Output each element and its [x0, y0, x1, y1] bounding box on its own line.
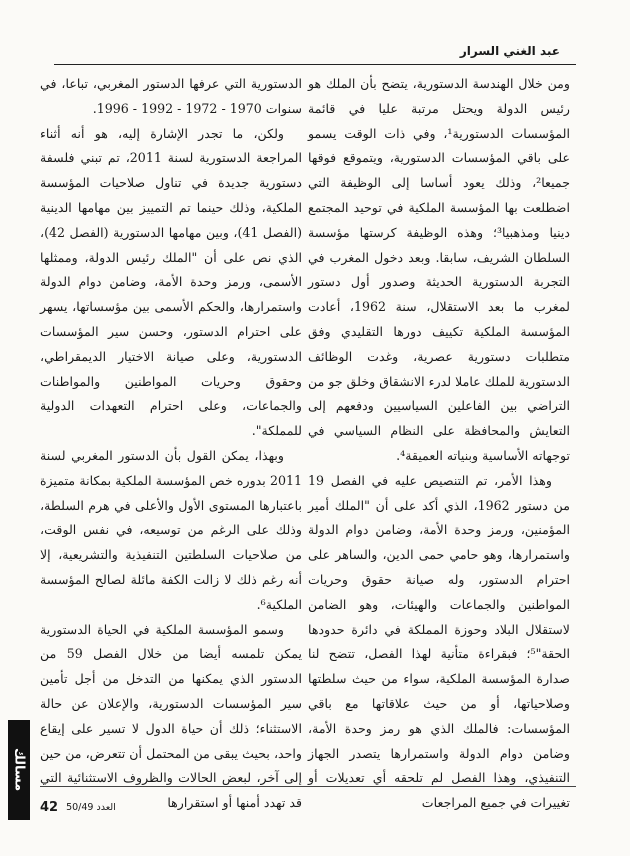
header-rule: [54, 64, 576, 65]
paragraph: وهذا الأمر، تم التنصيص عليه في الفصل 19 من دستور 1962، الذي أكد على أن "الملك أمير المؤمنين، ورمز وحدة الأمة، وضامن دوام الدولة واستمرارها، وهو حامي حمى الدين، والساهر على احترام الدستور، وله صيانة حقوق وحريات المواطنين والجماعات والهيئات، وهو الضامن لاستقلال البلاد وحوزة المملكة في دائرة حدودها الحقة"⁵؛ فبقراءة متأنية لهذا الفصل، تتضح لنا صدارة المؤسسة الملكية، سواء من حيث سلطتها وصلاحياتها، أو من حيث علاقاتها مع باقي المؤسسات: فالملك الذي هو رمز وحدة الأمة، وضامن دوام الدولة واستمرارها يتصدر الجهاز التنفيذي، وهذا الفصل لم تلحقه أي تعديلات أو تغييرات في جميع المراجعات: [308, 472, 570, 811]
paragraph: ومن خلال الهندسة الدستورية، يتضح بأن الملك هو رئيس الدولة ويحتل مرتبة عليا في قائمة المؤسسات الدستورية¹، وفي ذات الوقت يسمو على باقي المؤسسات الدستورية، ويتموقع فوقها جميعا²، وذلك يعود أساسا إلى الوظيفة التي اضطلعت بها المؤسسة الملكية في توحيد المجتمع دينيا ومذهبيا³؛ وهذه الوظيفة كرستها مؤسسة السلطان الشريف، سابقا. وبعد دخول المغرب في التجربة الدستورية الحديثة وصدور أول دستور لمغرب ما بعد الاستقلال، سنة 1962، أعادت المؤسسة الملكية تكييف دورها التقليدي وفق متطلبات دستورية عصرية، وغدت الوظائف الدستورية للملك عاملا لدرء الانشقاق وخلق جو من التراضي بين الفاعلين السياسيين ودفعهم إلى التعايش والمحافظة على النظام السياسي في توجهاته الأساسية وبنياته العميقة⁴.: [308, 76, 570, 463]
paragraph: الدستورية التي عرفها الدستور المغربي، تباعا، في سنوات 1970 - 1972 - 1992 - 1996.: [40, 76, 302, 116]
right-column: [308, 72, 570, 816]
issue-number: العدد 50/49: [66, 801, 116, 813]
left-column: [40, 72, 302, 816]
running-header-author: عبد الغني السرار: [459, 44, 560, 58]
paragraph: وسمو المؤسسة الملكية في الحياة الدستورية يمكن تلمسه أيضا من خلال الفصل 59 من الدستور الذي يمكنها من التدخل من أجل تأمين سير المؤسسات الدستورية، والإعلان عن حالة الاستثناء؛ ذلك أن حياة الدول لا تسير على إيقاع واحد، بحيث يبقى من المحتمل أن تتعرض، من حين إلى آخر، لبعض الحالات والظروف الاستثنائية التي قد تهدد أمنها أو استقرارها: [40, 621, 302, 811]
page-number: 42: [40, 799, 59, 815]
paragraph: ولكن، ما تجدر الإشارة إليه، هو أنه أثناء المراجعة الدستورية لسنة 2011، تم تبني فلسفة دستورية جديدة في تناول صلاحيات المؤسسة الملكية، وذلك حينما تم التمييز بين مهامها الدينية (الفصل 41)، وبين مهامها الدستورية (الفصل 42)، الذي نص على أن "الملك رئيس الدولة، وممثلها الأسمى، ورمز وحدة الأمة، وضامن دوام الدولة واستمرارها، والحكم الأسمى بين مؤسساتها، يسهر على احترام الدستور، وحسن سير المؤسسات الدستورية، وعلى صيانة الاختيار الديمقراطي، وحقوق وحريات المواطنين والمواطنات والجماعات، وعلى احترام التعهدات الدولية للمملكة".: [40, 125, 302, 439]
footer-rule: [40, 786, 576, 787]
footer: [40, 796, 400, 818]
paragraph: وبهذا، يمكن القول بأن الدستور المغربي لسنة 2011 بدوره خص المؤسسة الملكية بمكانة متميزة باعتبارها المستوى الأول والأعلى في هرم السلطة، وذلك على الرغم من توسيعه، في نفس الوقت، من صلاحيات السلطتين التنفيذية والتشريعية، إلا أنه رغم ذلك لا زالت الكفة مائلة لصالح المؤسسة الملكية⁶.: [40, 447, 302, 612]
journal-side-tab: مسالك: [8, 720, 30, 820]
